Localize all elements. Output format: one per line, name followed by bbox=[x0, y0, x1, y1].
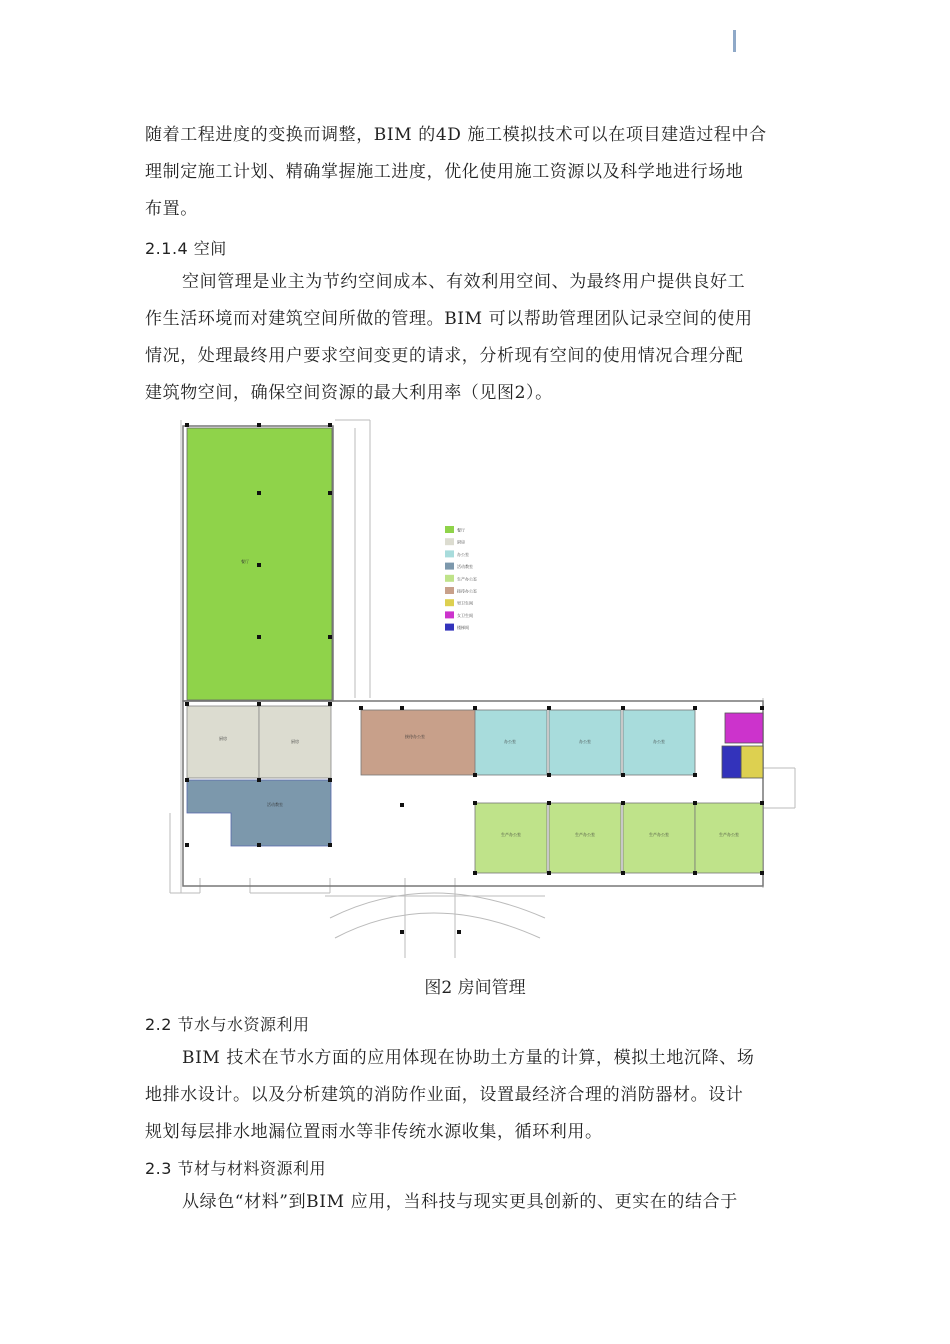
room-label: 生产办公室 bbox=[575, 832, 595, 837]
paragraph-line: 建筑物空间，确保空间资源的最大利用率（见图2）。 bbox=[145, 383, 553, 403]
figure-caption: 图2 房间管理 bbox=[424, 978, 526, 998]
room-label: 餐厅 bbox=[241, 559, 249, 564]
room-label: 活动教室 bbox=[267, 802, 283, 807]
room-label: 办公室 bbox=[504, 739, 516, 744]
legend-swatch bbox=[445, 526, 454, 533]
room-label: 生产办公室 bbox=[501, 832, 521, 837]
room-production bbox=[475, 803, 547, 873]
legend-label: 男卫生间 bbox=[457, 600, 473, 606]
legend-swatch bbox=[445, 575, 454, 582]
legend-swatch bbox=[445, 563, 454, 570]
room-label: 生产办公室 bbox=[649, 832, 669, 837]
section-heading: 2.3 节材与材料资源利用 bbox=[145, 1159, 327, 1178]
room-label: 接待办公室 bbox=[405, 734, 425, 739]
room-production bbox=[623, 803, 695, 873]
room-production bbox=[549, 803, 621, 873]
legend-label: 餐厅 bbox=[457, 527, 465, 533]
legend-label: 活动教室 bbox=[457, 564, 473, 570]
room-reception bbox=[361, 710, 476, 775]
legend-label: 接待办公室 bbox=[457, 588, 477, 594]
legend-swatch bbox=[445, 538, 454, 545]
paragraph-line: BIM 技术在节水方面的应用体现在协助土方量的计算，模拟土地沉降、场 bbox=[182, 1048, 755, 1068]
paragraph-line: 作生活环境而对建筑空间所做的管理。BIM 可以帮助管理团队记录空间的使用 bbox=[145, 309, 753, 329]
room-stair bbox=[722, 746, 741, 778]
legend-label: 办公室 bbox=[457, 551, 469, 557]
legend-label: 女卫生间 bbox=[457, 612, 473, 618]
room-toilet-female bbox=[725, 713, 763, 743]
paragraph-line: 从绿色“材料”到BIM 应用，当科技与现实更具创新的、更实在的结合于 bbox=[182, 1192, 738, 1212]
paragraph-line: 布置。 bbox=[145, 199, 198, 219]
section-heading: 2.2 节水与水资源利用 bbox=[145, 1015, 310, 1034]
room-production bbox=[695, 803, 763, 873]
paragraph-line: 空间管理是业主为节约空间成本、有效利用空间、为最终用户提供良好工 bbox=[182, 272, 746, 292]
legend-swatch bbox=[445, 611, 454, 618]
room-kitchen bbox=[187, 706, 259, 778]
legend-swatch bbox=[445, 587, 454, 594]
paragraph-line: 规划每层排水地漏位置雨水等非传统水源收集，循环利用。 bbox=[145, 1122, 603, 1142]
room-label: 办公室 bbox=[579, 739, 591, 744]
legend-label: 厨房 bbox=[457, 539, 465, 545]
paragraph-line: 理制定施工计划、精确掌握施工进度，优化使用施工资源以及科学地进行场地 bbox=[145, 162, 744, 182]
section-heading: 2.1.4 空间 bbox=[145, 239, 227, 258]
floor-plan-figure bbox=[165, 418, 805, 968]
room-label: 厨房 bbox=[291, 739, 299, 744]
paragraph-line: 随着工程进度的变换而调整，BIM 的4D 施工模拟技术可以在项目建造过程中合 bbox=[145, 125, 767, 145]
legend-label: 生产办公室 bbox=[457, 576, 477, 582]
legend-swatch bbox=[445, 599, 454, 606]
room-label: 厨房 bbox=[219, 736, 227, 741]
page-header-mark bbox=[733, 30, 736, 52]
legend-swatch bbox=[445, 550, 454, 557]
paragraph-line: 地排水设计。以及分析建筑的消防作业面，设置最经济合理的消防器材。设计 bbox=[145, 1085, 744, 1105]
room-label: 生产办公室 bbox=[719, 832, 739, 837]
legend-swatch bbox=[445, 624, 454, 631]
room-toilet-male bbox=[741, 746, 763, 778]
room-label: 办公室 bbox=[653, 739, 665, 744]
paragraph-line: 情况，处理最终用户要求空间变更的请求，分析现有空间的使用情况合理分配 bbox=[145, 346, 744, 366]
legend bbox=[445, 526, 477, 631]
legend-label: 楼梯间 bbox=[457, 625, 469, 631]
room-activity bbox=[187, 780, 331, 846]
